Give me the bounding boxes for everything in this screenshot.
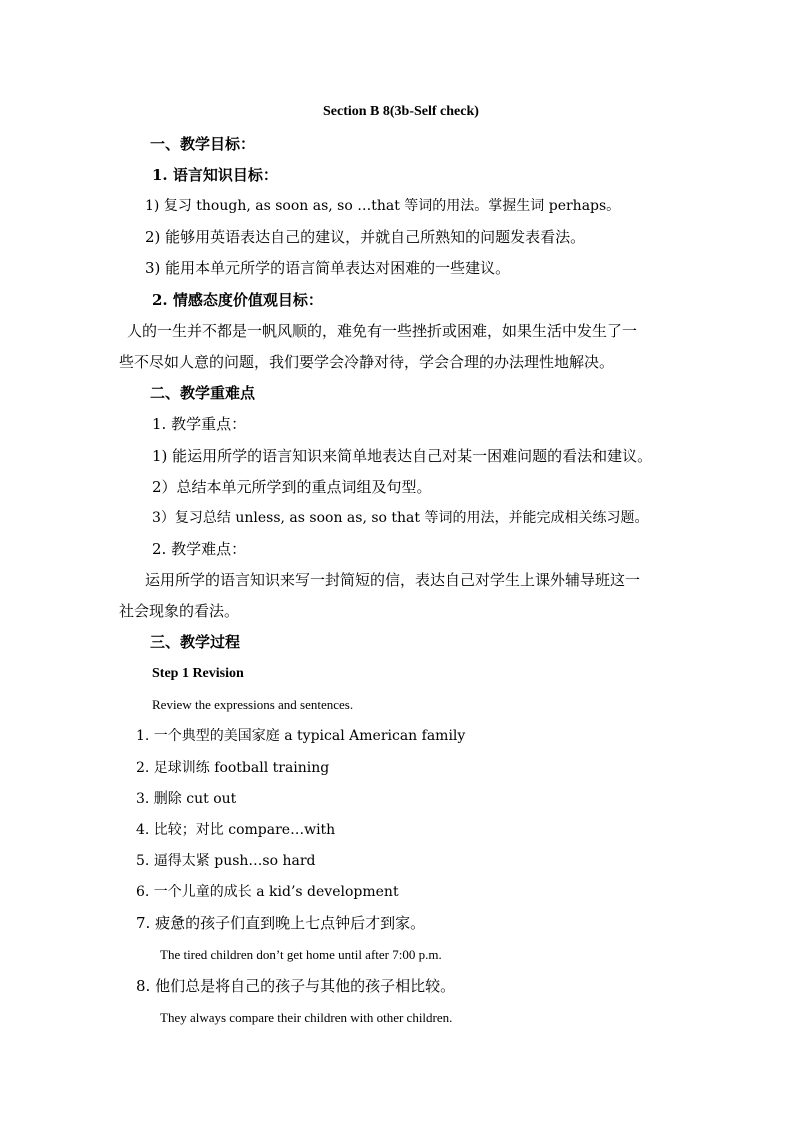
review-item-2: 2. 足球训练 football training [136, 760, 330, 776]
review-item-7: 7. 疲惫的孩子们直到晚上七点钟后才到家。 [136, 914, 426, 932]
review-item-1: 1. 一个典型的美国家庭 a typical American family [136, 728, 466, 744]
subheading-attitude: 2. 情感态度价值观目标： [152, 291, 323, 309]
review-item-8: 8. 他们总是将自己的孩子与其他的孩子相比较。 [136, 977, 456, 995]
attitude-paragraph-line-1: 人的一生并不都是一帆风顺的，难免有一些挫折或困难，如果生活中发生了一 [127, 322, 638, 340]
review-item-7-english: The tired children don’t get home until after 7:00 p.m. [160, 947, 442, 962]
section-heading-process: 三、教学过程 [150, 633, 241, 651]
section-heading-objectives: 一、教学目标： [150, 135, 256, 153]
objective-item-2: 2) 能够用英语表达自己的建议，并就自己所熟知的问题发表看法。 [145, 228, 586, 246]
key-point-1: 1) 能运用所学的语言知识来简单地表达自己对某一困难问题的看法和建议。 [152, 447, 653, 465]
objective-item-3: 3) 能用本单元所学的语言简单表达对困难的一些建议。 [145, 259, 511, 277]
review-item-8-english: They always compare their children with other children. [160, 1010, 453, 1025]
difficult-points-heading: 2. 教学难点： [152, 540, 247, 558]
review-item-6: 6. 一个儿童的成长 a kid’s development [136, 884, 399, 900]
key-point-3: 3）复习总结 unless, as soon as, so that 等词的用法，并能完成相关练习题。 [152, 510, 649, 526]
step-1-heading: Step 1 Revision [152, 666, 244, 681]
key-point-2: 2）总结本单元所学到的重点词组及句型。 [152, 478, 432, 496]
attitude-paragraph-line-2: 些不尽如人意的问题，我们要学会冷静对待，学会合理的办法理性地解决。 [119, 353, 615, 371]
difficult-paragraph-line-2: 社会现象的看法。 [119, 602, 240, 620]
page-title: Section B 8(3b-Self check) [323, 104, 479, 119]
key-points-heading: 1. 教学重点： [152, 415, 247, 433]
objective-item-1: 1) 复习 though, as soon as, so …that 等词的用法。掌握生词 perhaps。 [145, 198, 621, 214]
review-item-4: 4. 比较；对比 compare…with [136, 822, 336, 838]
review-item-5: 5. 逼得太紧 push…so hard [136, 853, 316, 869]
section-heading-key-points: 二、教学重难点 [150, 384, 256, 402]
difficult-paragraph-line-1: 运用所学的语言知识来写一封简短的信，表达自己对学生上课外辅导班这一 [145, 571, 641, 589]
review-intro: Review the expressions and sentences. [152, 697, 354, 712]
review-item-3: 3. 删除 cut out [136, 791, 237, 807]
subheading-language-knowledge: 1. 语言知识目标： [152, 166, 278, 184]
